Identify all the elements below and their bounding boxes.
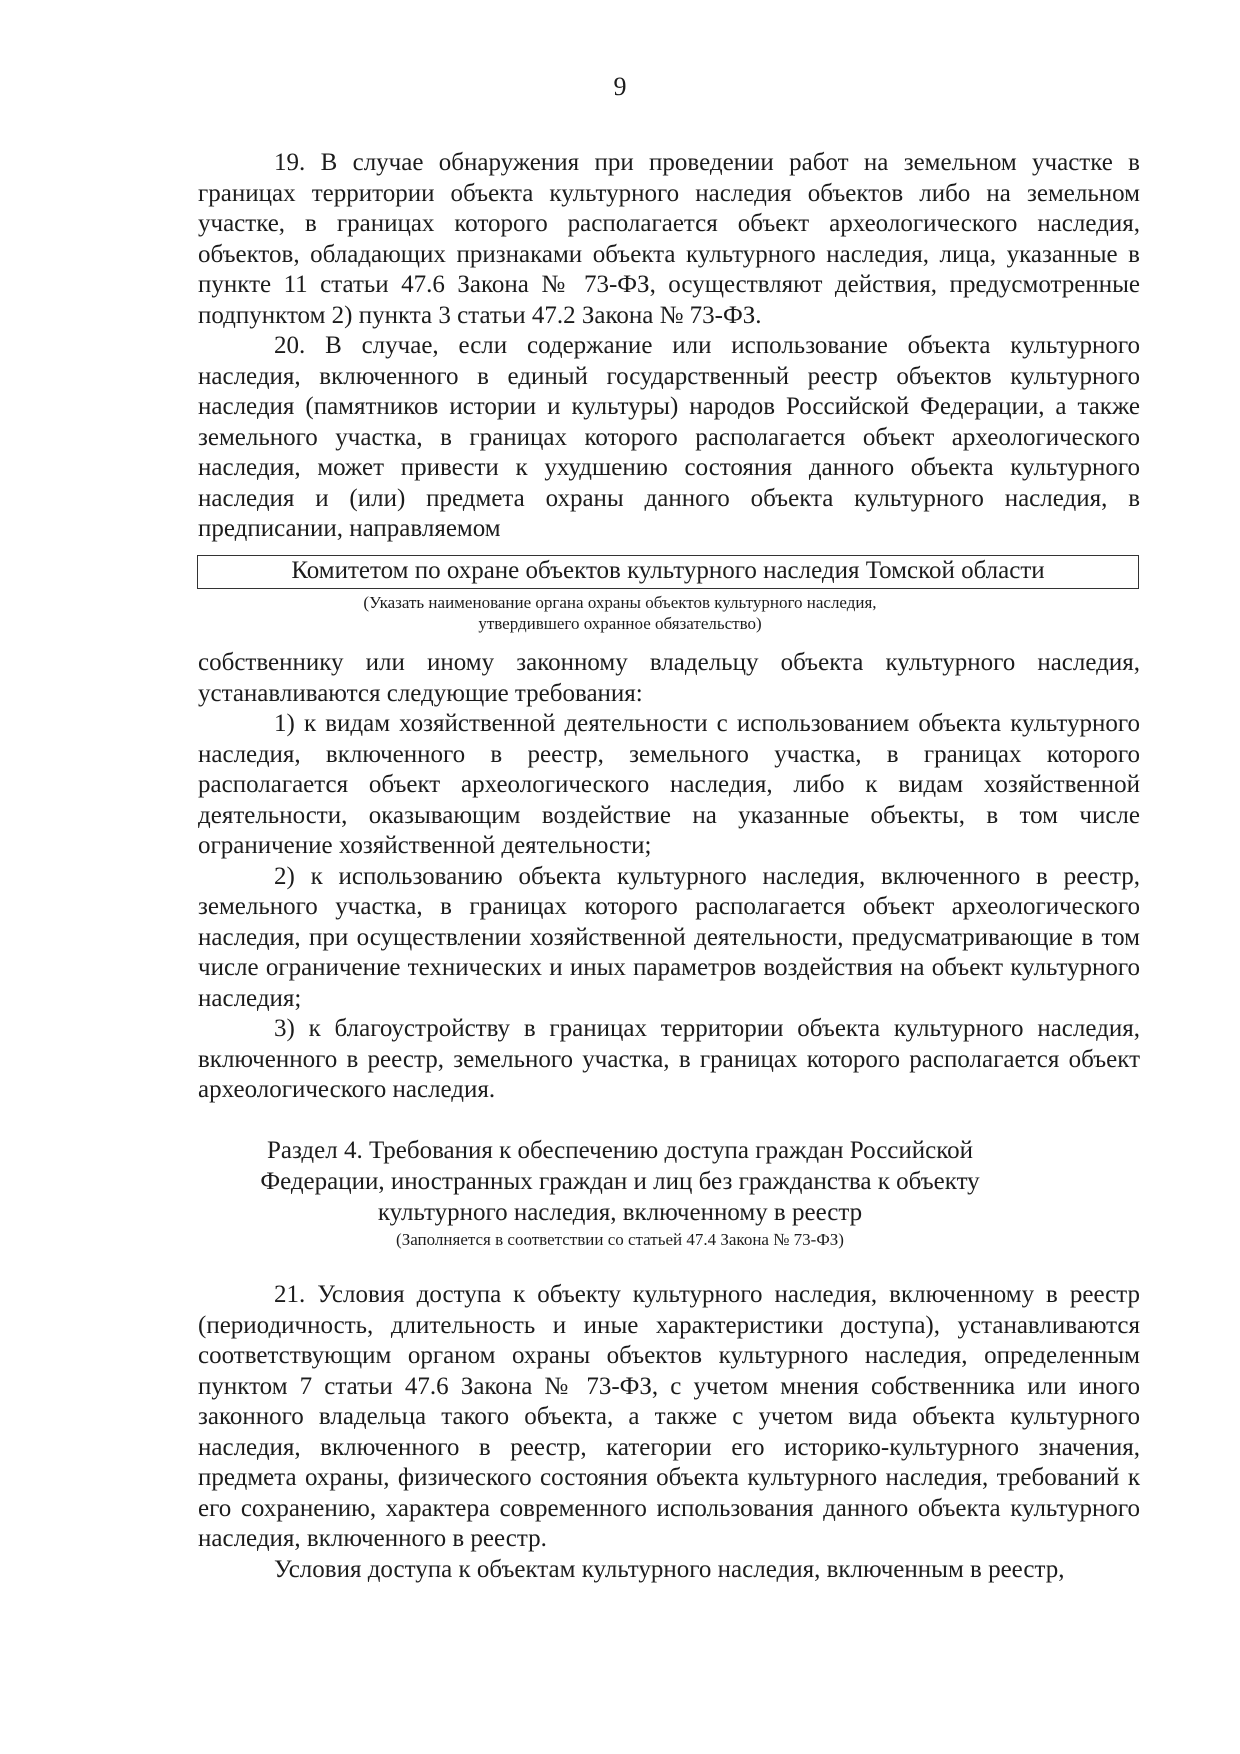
page-number: 9	[613, 72, 627, 101]
section-4-title	[0, 1135, 1240, 1228]
section-4-title-line3: культурного наследия, включенному в реестр	[377, 1199, 863, 1226]
section-4-title-line1: Раздел 4. Требования к обеспечению доступа граждан Российской	[266, 1137, 974, 1164]
requirement-item-1: 1) к видам хозяйственной деятельности с использованием объекта культурного наследия, включенного в реестр, земельного участка, в границах которого располагается объект археологического наследия, либо к видам хозяйственной деятельности, оказывающим воздействие на указанные объекты, в том числе ограничение хозяйственной деятельности;	[198, 710, 1140, 859]
authority-field-caption-line1: (Указать наименование органа охраны объектов культурного наследия,	[363, 593, 877, 612]
requirement-item-3: 3) к благоустройству в границах территории объекта культурного наследия, включенного в реестр, земельного участка, в границах которого располагается объект археологического наследия.	[198, 1015, 1140, 1103]
section-4-title-line2: Федерации, иностранных граждан и лиц без гражданства к объекту	[260, 1168, 980, 1195]
authority-field-caption-line2: утвердившего охранное обязательство)	[478, 614, 762, 633]
paragraph-21-block	[198, 1280, 1140, 1585]
paragraphs-19-20	[198, 148, 1140, 545]
paragraph-22-start: Условия доступа к объектам культурного наследия, включенным в реестр,	[274, 1555, 1065, 1583]
paragraph-19: 19. В случае обнаружения при проведении работ на земельном участке в границах территории объекта культурного наследия объектов либо на земельном участке, в границах которого располагается объект археологического наследия, объектов, обладающих признаками объекта культурного наследия, лица, указанные в пункте 11 статьи 47.6 Закона № 73-ФЗ, осуществляют действия, предусмотренные подпунктом 2) пункта 3 статьи 47.2 Закона № 73-ФЗ.	[198, 149, 1140, 329]
requirements-block	[198, 648, 1140, 1106]
continuation-text: собственнику или иному законному владельцу объекта культурного наследия, устанавливаются следующие требования:	[198, 649, 1140, 707]
paragraph-20: 20. В случае, если содержание или использование объекта культурного наследия, включенного в единый государственный реестр объектов культурного наследия (памятников истории и культуры) народов Российской Федерации, а также земельного участка, в границах которого располагается объект археологического наследия, может привести к ухудшению состояния данного объекта культурного наследия и (или) предмета охраны данного объекта культурного наследия, в предписании, направляемом	[198, 332, 1140, 542]
paragraph-21: 21. Условия доступа к объекту культурного наследия, включенному в реестр (периодичность, длительность и иные характеристики доступа), устанавливаются соответствующим органом охраны объектов культурного наследия, определенным пунктом 7 статьи 47.6 Закона № 73-ФЗ, с учетом мнения собственника или иного законного владельца такого объекта, а также с учетом вида объекта культурного наследия, включенного в реестр, категории его историко-культурного значения, предмета охраны, физического состояния объекта культурного наследия, требований к его сохранению, характера современного использования данного объекта культурного наследия, включенного в реестр.	[198, 1281, 1140, 1552]
authority-name-field: Комитетом по охране объектов культурного наследия Томской области	[197, 555, 1139, 589]
requirement-item-2: 2) к использованию объекта культурного наследия, включенного в реестр, земельного участка, в границах которого располагается объект археологического наследия, при осуществлении хозяйственной деятельности, предусматривающие в том числе ограничение технических и иных параметров воздействия на объект культурного наследия;	[198, 862, 1140, 1012]
section-4-note: (Заполняется в соответствии со статьей 47.4 Закона № 73-ФЗ)	[396, 1230, 844, 1249]
